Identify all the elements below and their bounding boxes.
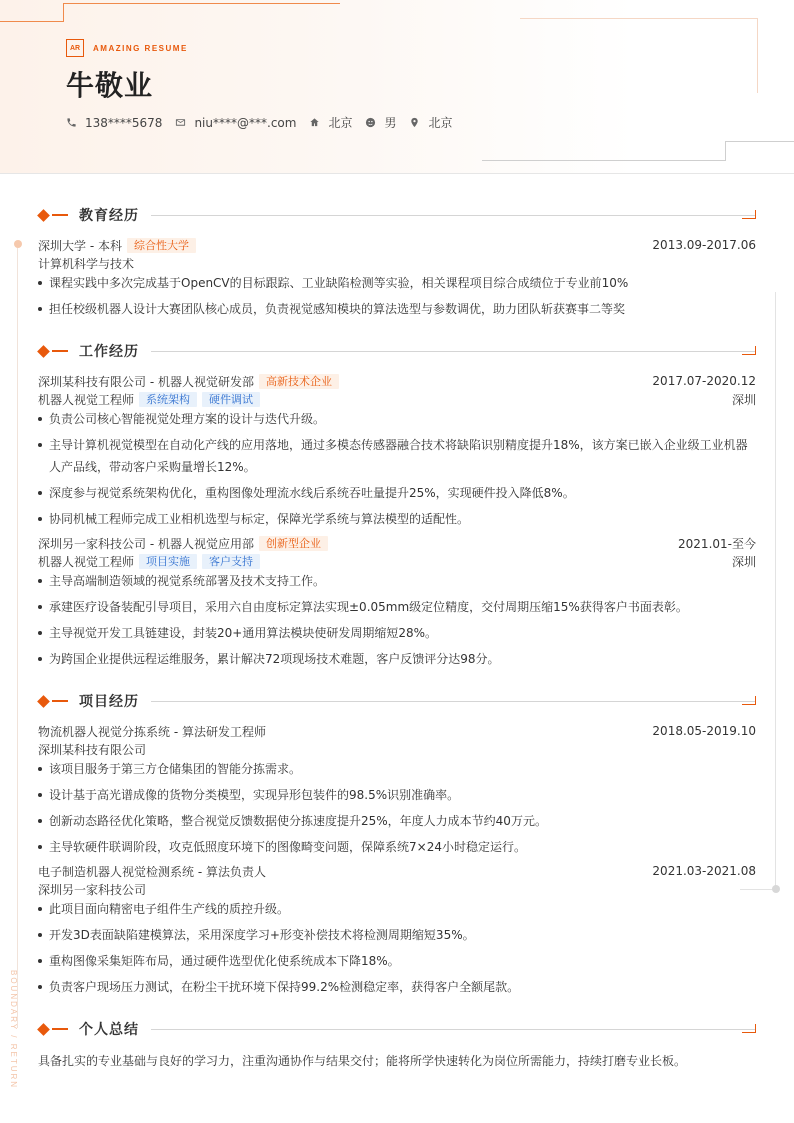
brand-text: AMAZING RESUME — [93, 43, 188, 53]
job-position: 机器人视觉工程师 — [38, 554, 135, 569]
list-item: 主导高端制造领域的视觉系统部署及技术支持工作。 — [38, 570, 756, 592]
section-title: 项目经历 — [79, 694, 139, 710]
list-item: 协同机械工程师完成工业相机选型与标定，保障光学系统与算法模型的适配性。 — [38, 508, 756, 530]
list-item: 深度参与视觉系统架构优化，重构图像处理流水线后系统吞吐量提升25%，实现硬件投入降低8%。 — [38, 482, 756, 504]
diamond-icon — [37, 209, 50, 222]
company-tag: 创新型企业 — [259, 536, 328, 551]
section-title: 教育经历 — [79, 208, 139, 224]
job-company: 深圳另一家科技公司 - 机器人视觉应用部 — [38, 536, 254, 551]
position-tag: 硬件调试 — [202, 392, 260, 407]
project-company: 深圳另一家科技公司 — [38, 882, 147, 897]
diamond-icon — [37, 1023, 50, 1036]
list-item: 承建医疗设备装配引导项目，采用六自由度标定算法实现±0.05mm级定位精度，交付周期压缩15%获得客户书面表彰。 — [38, 596, 756, 618]
section-projects-header — [38, 693, 756, 709]
contact-location-text: 北京 — [428, 116, 453, 130]
list-item: 负责客户现场压力测试，在粉尘干扰环境下保持99.2%检测稳定率，获得客户全额尾款。 — [38, 976, 756, 998]
header-decor-line — [0, 0, 340, 22]
section-education-header — [38, 207, 756, 223]
project-company: 深圳某科技有限公司 — [38, 742, 147, 757]
section-title: 个人总结 — [79, 1022, 139, 1038]
major: 计算机科学与技术 — [38, 256, 135, 271]
company-tag: 高新技术企业 — [259, 374, 339, 389]
job-period: 2021.01-至今 — [678, 536, 756, 551]
gender-icon — [365, 117, 376, 128]
project-company-row — [38, 881, 756, 897]
side-line-left — [17, 248, 18, 1028]
corner-icon — [742, 1024, 756, 1033]
position-tag: 系统架构 — [139, 392, 197, 407]
section-summary-header — [38, 1021, 756, 1037]
job-position-row — [38, 553, 756, 569]
header-decor-box — [520, 18, 758, 93]
contact-gender — [365, 114, 396, 131]
education-school-row — [38, 237, 756, 253]
list-item: 此项目面向精密电子组件生产线的质控升级。 — [38, 898, 756, 920]
diamond-icon — [37, 695, 50, 708]
list-item: 课程实践中多次完成基于OpenCV的目标跟踪、工业缺陷检测等实验，相关课程项目综合成绩位于专业前10% — [38, 272, 756, 294]
contact-gender-text: 男 — [384, 116, 397, 130]
candidate-name: 牛敬业 — [66, 69, 154, 102]
school-tag: 综合性大学 — [127, 238, 196, 253]
corner-icon — [742, 696, 756, 705]
job-company: 深圳某科技有限公司 - 机器人视觉研发部 — [38, 374, 254, 389]
list-item: 为跨国企业提供远程运维服务，累计解决72项现场技术难题，客户反馈评分达98分。 — [38, 648, 756, 670]
job-city: 深圳 — [731, 554, 756, 569]
section-work-header — [38, 343, 756, 359]
project-name: 电子制造机器人视觉检测系统 - 算法负责人 — [38, 864, 266, 879]
list-item: 主导软硬件联调阶段，攻克低照度环境下的图像畸变问题，保障系统7×24小时稳定运行。 — [38, 836, 756, 858]
project-name-row — [38, 723, 756, 739]
job-position: 机器人视觉工程师 — [38, 392, 135, 407]
project-period: 2018.05-2019.10 — [652, 724, 756, 738]
brand — [66, 39, 188, 57]
summary-text: 具备扎实的专业基础与良好的学习力，注重沟通协作与结果交付；能将所学快速转化为岗位所需能力，持续打磨专业长板。 — [38, 1054, 687, 1068]
resume-header — [0, 0, 794, 174]
contact-phone — [66, 116, 162, 130]
list-item: 重构图像采集矩阵布局，通过硬件选型优化使系统成本下降18%。 — [38, 950, 756, 972]
contact-hometown — [309, 114, 352, 131]
position-tag: 客户支持 — [202, 554, 260, 569]
contact-hometown-text: 北京 — [328, 116, 353, 130]
brand-logo: AR — [66, 39, 84, 57]
school-name: 深圳大学 - 本科 — [38, 238, 122, 253]
mail-icon — [175, 117, 186, 128]
education-major-row — [38, 255, 756, 271]
list-item: 负责公司核心智能视觉处理方案的设计与迭代升级。 — [38, 408, 756, 430]
job-company-row — [38, 373, 756, 389]
diamond-icon — [37, 345, 50, 358]
project-name-row — [38, 863, 756, 879]
side-watermark-text: BOUNDARY / RETURN — [9, 970, 18, 1090]
contact-phone-text: 138****5678 — [85, 115, 163, 130]
location-icon — [409, 117, 420, 128]
project-period: 2021.03-2021.08 — [652, 864, 756, 878]
project-name: 物流机器人视觉分拣系统 - 算法研发工程师 — [38, 724, 266, 739]
side-line-right — [775, 292, 776, 888]
phone-icon — [66, 117, 77, 128]
list-item: 主导计算机视觉模型在自动化产线的应用落地，通过多模态传感器融合技术将缺陷识别精度提升18%，该方案已嵌入企业级工业机器人产品线，带动客户采购量增长12%。 — [38, 434, 756, 478]
list-item: 担任校级机器人设计大赛团队核心成员，负责视觉感知模块的算法选型与参数调优，助力团队斩获赛事二等奖 — [38, 298, 756, 320]
position-tag: 项目实施 — [139, 554, 197, 569]
project-company-row — [38, 741, 756, 757]
list-item: 设计基于高光谱成像的货物分类模型，实现异形包装件的98.5%识别准确率。 — [38, 784, 756, 806]
side-dot-right — [772, 885, 780, 893]
section-title: 工作经历 — [79, 344, 139, 360]
list-item: 该项目服务于第三方仓储集团的智能分拣需求。 — [38, 758, 756, 780]
contact-email — [175, 116, 296, 130]
home-icon — [309, 117, 320, 128]
corner-icon — [742, 346, 756, 355]
contact-location — [409, 114, 452, 131]
contact-email-text: niu****@***.com — [194, 115, 297, 130]
job-company-row — [38, 535, 756, 551]
corner-icon — [742, 210, 756, 219]
contact-list — [66, 114, 466, 131]
job-city: 深圳 — [731, 392, 756, 407]
job-position-row — [38, 391, 756, 407]
education-period: 2013.09-2017.06 — [652, 238, 756, 252]
list-item: 主导视觉开发工具链建设，封装20+通用算法模块使研发周期缩短28%。 — [38, 622, 756, 644]
list-item: 开发3D表面缺陷建模算法，采用深度学习+形变补偿技术将检测周期缩短35%。 — [38, 924, 756, 946]
job-period: 2017.07-2020.12 — [652, 374, 756, 388]
side-dot-left — [14, 240, 22, 248]
list-item: 创新动态路径优化策略，整合视觉反馈数据使分拣速度提升25%，年度人力成本节约40万元。 — [38, 810, 756, 832]
